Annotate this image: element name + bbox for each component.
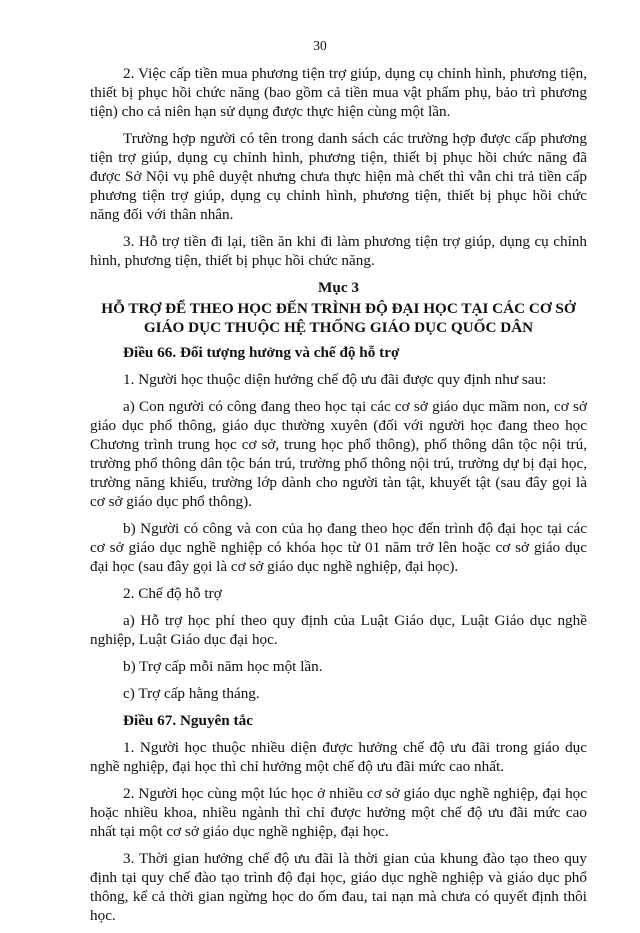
paragraph: b) Người có công và con của họ đang theo học đến trình độ đại học tại các cơ sở giáo dục nghề nghiệp có khóa học từ 01 năm trở lên hoặc cơ sở giáo dục đại học (sau đây gọi là cơ sở giáo dục nghề nghiệp, đại học).: [90, 520, 587, 575]
article-67-heading: Điều 67. Nguyên tắc: [123, 712, 253, 729]
paragraph: 2. Việc cấp tiền mua phương tiện trợ giúp, dụng cụ chỉnh hình, phương tiện, thiết bị phục hồi chức năng (bao gồm cả tiền mua vật phẩm phụ, bảo trì phương tiện) cho cả niên hạn sử dụng được thực hiện cùng một lần.: [90, 65, 587, 120]
section-title: HỖ TRỢ ĐỂ THEO HỌC ĐẾN TRÌNH ĐỘ ĐẠI HỌC TẠI CÁC CƠ SỞ GIÁO DỤC THUỘC HỆ THỐNG GIÁO DỤC QUỐC DÂN: [101, 300, 576, 336]
paragraph: a) Con người có công đang theo học tại các cơ sở giáo dục mầm non, cơ sở giáo dục phổ thông, giáo dục thường xuyên (đối với người học đang theo học Chương trình trung học cơ sở, trung học phổ thông), phổ thông dân tộc nội trú, trường phổ thông dân tộc bán trú, trường phổ thông nội trú, trường dự bị đại học, trường năng khiếu, trường lớp dành cho người tàn tật, khuyết tật (sau đây gọi là cơ sở giáo dục phổ thông).: [90, 398, 587, 510]
paragraph: a) Hỗ trợ học phí theo quy định của Luật Giáo dục, Luật Giáo dục nghề nghiệp, Luật Giáo dục đại học.: [90, 612, 587, 648]
section-label: Mục 3: [318, 279, 359, 296]
paragraph: 2. Chế độ hỗ trợ: [123, 585, 222, 602]
paragraph: 1. Người học thuộc nhiều diện được hưởng chế độ ưu đãi trong giáo dục nghề nghiệp, đại học thì chỉ hưởng một chế độ ưu đãi mức cao nhất.: [90, 739, 587, 775]
page-content: [90, 64, 587, 933]
paragraph: 3. Hỗ trợ tiền đi lại, tiền ăn khi đi làm phương tiện trợ giúp, dụng cụ chỉnh hình, phương tiện, thiết bị phục hồi chức năng.: [90, 233, 587, 269]
page-number: 30: [313, 38, 327, 53]
paragraph: 1. Người học thuộc diện hưởng chế độ ưu đãi được quy định như sau:: [123, 371, 547, 388]
article-66-heading: Điều 66. Đối tượng hưởng và chế độ hỗ trợ: [123, 344, 400, 361]
paragraph: 3. Thời gian hưởng chế độ ưu đãi là thời gian của khung đào tạo theo quy định tại quy chế đào tạo trình độ đại học, giáo dục nghề nghiệp và giáo dục phổ thông, kể cả thời gian ngừng học do ốm đau, tai nạn mà chưa có quyết định thôi học.: [90, 850, 587, 924]
paragraph: Trường hợp người có tên trong danh sách các trường hợp được cấp phương tiện trợ giúp, dụng cụ chỉnh hình, phương tiện, thiết bị phục hồi chức năng đã được Sở Nội vụ phê duyệt nhưng chưa thực hiện mà chết thì vẫn chi trả tiền cấp phương tiện trợ giúp, dụng cụ chỉnh hình, phương tiện, thiết bị phục hồi chức năng đối với thân nhân.: [90, 130, 587, 223]
paragraph: b) Trợ cấp mỗi năm học một lần.: [123, 658, 323, 675]
paragraph: c) Trợ cấp hằng tháng.: [123, 685, 260, 702]
paragraph: 2. Người học cùng một lúc học ở nhiều cơ sở giáo dục nghề nghiệp, đại học hoặc nhiều khoa, nhiều ngành thì chỉ được hưởng một chế độ ưu đãi mức cao nhất tại một cơ sở giáo dục nghề nghiệp, đại học.: [90, 785, 587, 840]
